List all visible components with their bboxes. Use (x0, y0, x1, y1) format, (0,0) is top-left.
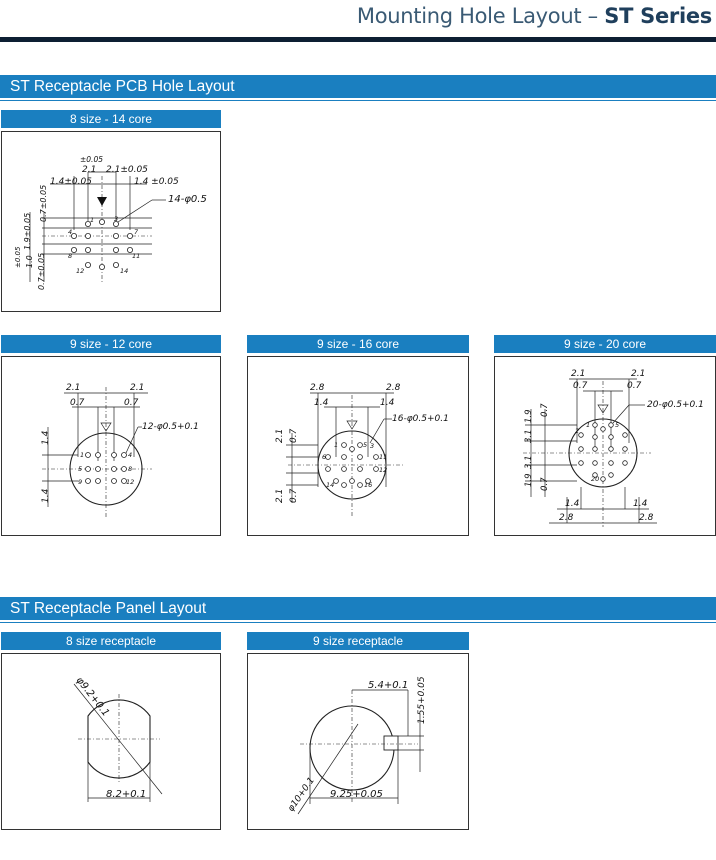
label-2-1-left: 2.1 (66, 383, 81, 393)
label-v-0-7: 0.7±0.05 (39, 184, 48, 222)
panel-key-notch (384, 736, 398, 750)
label-width: 9.25+0.05 (330, 789, 383, 800)
label-v-0-7-bottom: 0.7 (289, 488, 299, 503)
label-2-1-left: 2.1 (82, 165, 97, 175)
label-v-tol: ±0.05 (14, 246, 22, 268)
label-hole-count: 12-φ0.5+0.1 (142, 422, 199, 432)
pin-label: 5 (363, 441, 368, 449)
panel-title-9-16: 9 size - 16 core (247, 335, 469, 353)
pin-label: 3 (370, 442, 375, 450)
pin-label: 5 (78, 465, 83, 473)
label-key-width: 5.4+0.1 (368, 680, 409, 691)
label-2-1-left: 2.1 (571, 369, 586, 379)
panel-title-8-receptacle: 8 size receptacle (1, 632, 221, 650)
label-v-1-9-top: 1.9 (524, 409, 534, 423)
pin-label: 14 (326, 481, 335, 489)
label-v-1-4-top: 1.4 (41, 430, 51, 445)
label-v-0-7-top: 0.7 (540, 403, 550, 417)
label-v-3-1-bottom: 3.1 (524, 455, 534, 469)
label-2-8-right: 2.8 (639, 513, 654, 523)
label-width: 8.2+0.1 (106, 789, 147, 800)
pin-label: 8 (128, 465, 133, 473)
drawing-9-12-svg (2, 357, 220, 535)
label-v-1-9: 1.9±0.05 (23, 212, 32, 250)
label-tol-top: ±0.05 (80, 155, 103, 164)
label-1-4-left: 1.4 (314, 398, 329, 408)
label-2-1-right: 2.1 (130, 383, 145, 393)
label-v-0-7-top: 0.7 (289, 428, 299, 443)
pin-label: 7 (134, 228, 139, 236)
pin-label: 11 (132, 252, 141, 260)
pin-label: 14 (120, 267, 129, 275)
label-v-2-1-top: 2.1 (275, 428, 285, 443)
pin-label: 3 (114, 215, 119, 223)
pin-label: 12 (126, 478, 135, 486)
section-panel-title: ST Receptacle Panel Layout (0, 597, 716, 620)
panel-title-9-receptacle: 9 size receptacle (247, 632, 469, 650)
label-v-1-4-bottom: 1.4 (41, 488, 51, 503)
drawing-9-size-16-core (247, 356, 469, 536)
pin-label: 11 (379, 453, 388, 461)
drawing-9-size-12-core (1, 356, 221, 536)
label-1-4-right: 1.4 (633, 499, 648, 509)
drawing-9-size-20-core (494, 356, 716, 536)
page-title: Mounting Hole Layout – ST Series (356, 4, 712, 28)
pin-label: 1 (334, 441, 339, 449)
label-2-1-right: 2.1±0.05 (106, 165, 148, 175)
label-2-1-right: 2.1 (631, 369, 646, 379)
key-marker-icon (97, 197, 107, 206)
label-v-1-9-bottom: 1.9 (524, 473, 534, 487)
label-2-8-right: 2.8 (386, 383, 401, 393)
label-2-8-left: 2.8 (559, 513, 574, 523)
label-1-4-left: 1.4 (565, 499, 580, 509)
label-key-depth: 1.55+0.05 (417, 676, 427, 724)
label-0-7-right: 0.7 (124, 398, 139, 408)
pin-label: 12 (76, 267, 85, 275)
panel-title-8-14: 8 size - 14 core (1, 110, 221, 128)
drawing-9-20-svg (495, 357, 715, 535)
label-1-4-left: 1.4±0.05 (50, 177, 92, 187)
panel-title-9-12: 9 size - 12 core (1, 335, 221, 353)
pin-label: 16 (364, 481, 373, 489)
label-0-7-left: 0.7 (70, 398, 85, 408)
label-diameter: φ9.2+0.1 (73, 675, 112, 719)
drawing-8-rec-svg (2, 654, 220, 829)
pin-label: 8 (68, 252, 73, 260)
drawing-9-rec-svg (248, 654, 468, 829)
panel-title-9-20: 9 size - 20 core (494, 335, 716, 353)
label-v-0-7-bottom: 0.7 (540, 477, 550, 491)
pin-label: 1 (90, 216, 95, 224)
label-1-4-right: 1.4 ±0.05 (134, 177, 179, 187)
pin-label: 9 (78, 478, 83, 486)
label-v-2-1-bottom: 2.1 (275, 488, 285, 503)
pin-label: 2 (575, 427, 580, 435)
pin-label: 5 (615, 421, 620, 429)
pin-label: 4 (68, 228, 73, 236)
header-rule (0, 37, 716, 42)
drawing-8-size-14-core (1, 131, 221, 312)
pin-label: 12 (379, 466, 388, 474)
pin-label: 1 (586, 421, 591, 429)
drawing-9-size-receptacle (247, 653, 469, 830)
section-pcb-title: ST Receptacle PCB Hole Layout (0, 75, 716, 98)
label-hole-count: 14-φ0.5 (168, 194, 207, 205)
drawing-8-14-svg (2, 132, 220, 311)
pin-label: 20 (591, 475, 600, 483)
label-v-3-1-top: 3.1 (524, 429, 534, 443)
pin-label: 1 (80, 451, 85, 459)
page-header (0, 0, 716, 40)
label-v-0-7-bottom: 0.7±0.05 (37, 252, 46, 290)
label-hole-count: 20-φ0.5+0.1 (647, 400, 704, 410)
label-v-1-0: 1.0 (25, 255, 34, 268)
label-0-7-left: 0.7 (573, 381, 588, 391)
pin-label: 6 (322, 453, 327, 461)
drawing-9-16-svg (248, 357, 468, 535)
label-hole-count: 16-φ0.5+0.1 (392, 414, 449, 424)
pin-label: 4 (128, 451, 133, 459)
label-2-8-left: 2.8 (310, 383, 325, 393)
label-1-4-right: 1.4 (380, 398, 395, 408)
drawing-8-size-receptacle (1, 653, 221, 830)
label-0-7-right: 0.7 (627, 381, 642, 391)
label-diameter: φ10+0.1 (286, 775, 317, 814)
